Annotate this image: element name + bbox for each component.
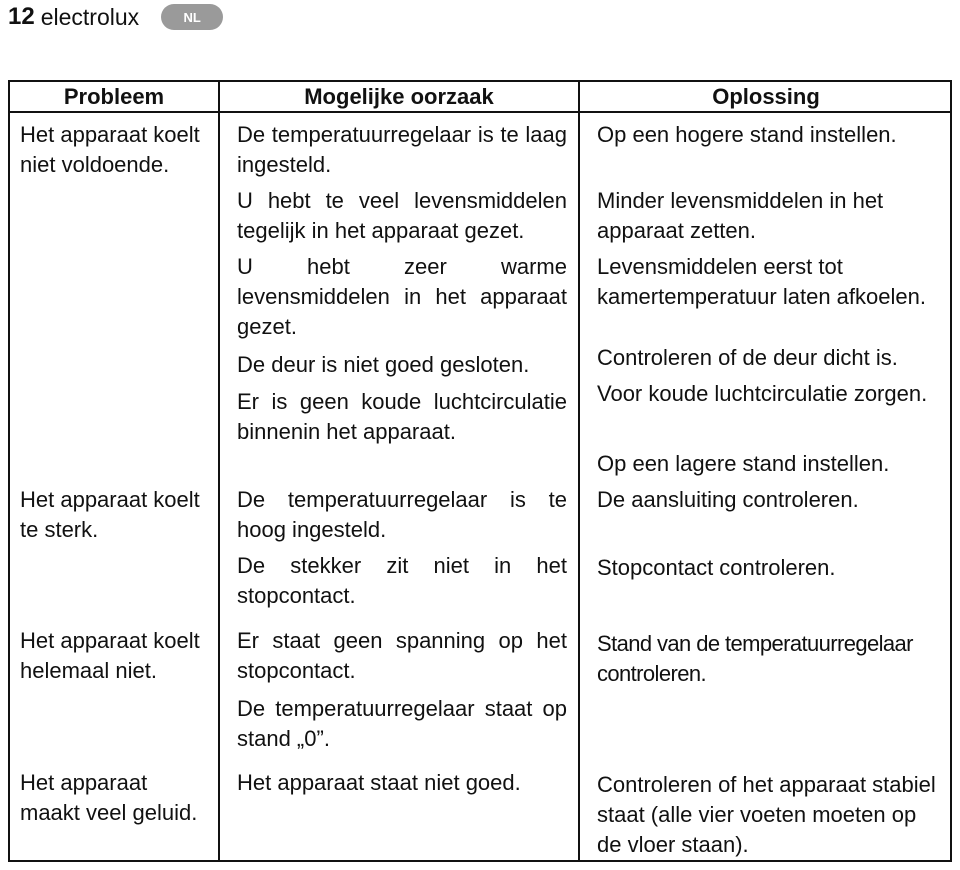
cause-cell: U hebt te veel levensmiddelen tegelijk in het apparaat gezet. <box>237 188 567 243</box>
column-header-cause: Mogelijke oorzaak <box>304 84 494 109</box>
cause-cell: Er staat geen spanning op het stopcontact. <box>237 628 567 683</box>
page-header <box>8 2 223 32</box>
problem-cell: Het apparaat koelt te sterk. <box>20 487 200 542</box>
column-divider <box>218 82 220 860</box>
column-divider <box>578 82 580 860</box>
language-badge: NL <box>161 4 223 30</box>
brand-name: electrolux <box>40 3 140 30</box>
solution-cell: Op een lagere stand instellen. <box>597 451 890 476</box>
solution-cell: Controleren of de deur dicht is. <box>597 345 898 370</box>
solution-cell: Levensmiddelen eerst tot kamertemperatuur laten afkoelen. <box>597 254 926 309</box>
column-header-problem: Probleem <box>63 84 165 109</box>
page-number: 12 <box>8 3 35 30</box>
cause-cell: De temperatuurregelaar is te laag ingesteld. <box>237 122 567 177</box>
problem-cell: Het apparaat koelt helemaal niet. <box>20 628 200 683</box>
cause-cell: Het apparaat staat niet goed. <box>237 770 521 795</box>
solution-cell: De aansluiting controleren. <box>597 487 859 512</box>
problem-cell: Het apparaat koelt niet voldoende. <box>20 122 200 177</box>
cause-cell: De temperatuurregelaar is te hoog ingesteld. <box>237 487 567 542</box>
solution-cell: Stand van de temperatuurregelaar controleren. <box>597 631 913 686</box>
solution-cell: Voor koude luchtcirculatie zorgen. <box>597 381 928 406</box>
troubleshooting-table <box>8 80 952 862</box>
column-header-solution: Oplossing <box>712 84 820 109</box>
cause-cell: De stekker zit niet in het stopcontact. <box>237 553 567 608</box>
cause-cell: De temperatuurregelaar staat op stand „0”. <box>237 696 567 751</box>
solution-cell: Op een hogere stand instellen. <box>597 122 897 147</box>
cause-cell: De deur is niet goed gesloten. <box>237 352 530 377</box>
problem-cell: Het apparaat maakt veel geluid. <box>20 770 198 825</box>
cause-cell: U hebt zeer warme levensmiddelen in het apparaat gezet. <box>237 254 567 339</box>
solution-cell: Minder levensmiddelen in het apparaat zetten. <box>597 188 884 243</box>
solution-cell: Stopcontact controleren. <box>597 555 836 580</box>
cause-cell: Er is geen koude luchtcirculatie binnenin het apparaat. <box>237 389 567 444</box>
solution-cell: Controleren of het apparaat stabiel staat (alle vier voeten moeten op de vloer staan). <box>597 772 936 857</box>
